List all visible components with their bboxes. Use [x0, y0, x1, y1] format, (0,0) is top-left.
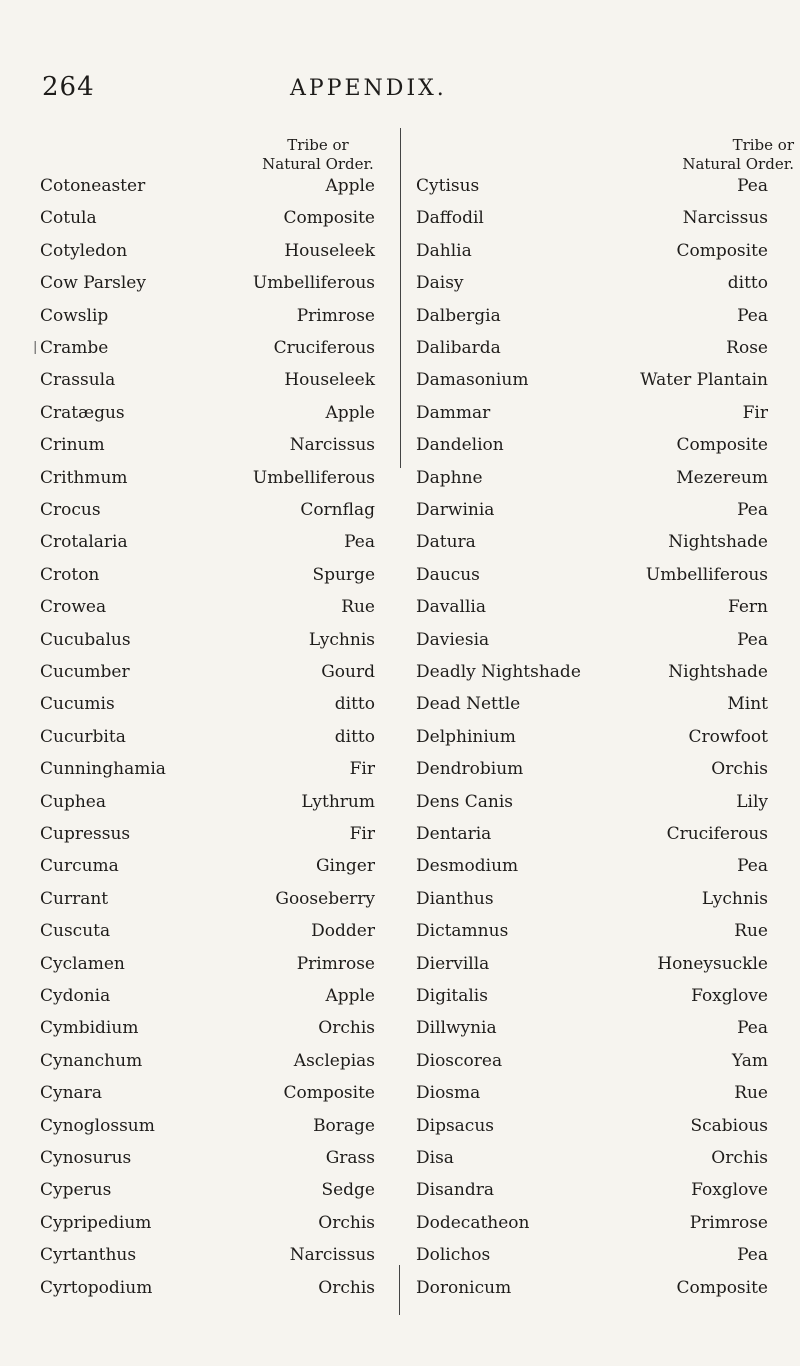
natural-order: Honeysuckle: [657, 953, 768, 974]
plant-name: Cynanchum: [40, 1050, 143, 1071]
natural-order: Gooseberry: [275, 888, 375, 909]
plant-name: Desmodium: [416, 856, 519, 877]
plant-name: Cucubalus: [40, 629, 131, 650]
natural-order: ditto: [334, 726, 375, 747]
natural-order: Cruciferous: [273, 338, 375, 358]
plant-name: Dillwynia: [416, 1018, 497, 1039]
natural-order: Rose: [726, 338, 768, 358]
plant-name: Cynoglossum: [40, 1115, 155, 1136]
plant-name: Cucumis: [40, 694, 115, 715]
plant-name: Cratægus: [40, 402, 125, 423]
plant-name: Disandra: [416, 1180, 495, 1201]
plant-name: Crocus: [40, 500, 101, 520]
plant-name: Cowslip: [40, 305, 109, 326]
plant-name: Cytisus: [416, 176, 480, 196]
natural-order: Grass: [325, 1148, 375, 1168]
natural-order: Lychnis: [308, 629, 375, 650]
natural-order: Gourd: [321, 662, 375, 682]
natural-order: Mint: [727, 694, 768, 715]
natural-order: Spurge: [312, 564, 375, 585]
natural-order: ditto: [334, 694, 375, 715]
plant-name: Crassula: [40, 370, 116, 391]
natural-order: Borage: [313, 1115, 375, 1136]
plant-name: Dendrobium: [416, 759, 524, 780]
plant-name: Cunninghamia: [40, 759, 166, 780]
natural-order: Foxglove: [691, 1180, 768, 1201]
plant-name: Cyperus: [40, 1180, 112, 1201]
plant-name: Doronicum: [416, 1277, 512, 1298]
natural-order: Lily: [736, 791, 768, 812]
plant-name: Dandelion: [416, 435, 504, 456]
natural-order: Pea: [737, 856, 768, 877]
natural-order: Fir: [742, 402, 768, 423]
table-row: [0, 948, 768, 980]
natural-order: Dodder: [311, 921, 375, 942]
plant-name: Crowea: [40, 597, 107, 618]
table-row: [0, 429, 768, 461]
plant-name: Cucumber: [40, 662, 130, 682]
natural-order: Pea: [737, 176, 768, 196]
natural-order: Umbelliferous: [645, 564, 768, 585]
natural-order: Narcissus: [289, 1245, 375, 1266]
natural-order: Umbelliferous: [252, 467, 375, 488]
natural-order: Composite: [676, 435, 768, 456]
natural-order: Fir: [349, 759, 375, 780]
natural-order: Composite: [676, 1277, 768, 1298]
table-row: [0, 559, 768, 591]
natural-order: Yam: [731, 1050, 768, 1071]
natural-order: Water Plantain: [640, 370, 768, 391]
natural-order: Sedge: [321, 1180, 375, 1201]
plant-name: Diervilla: [416, 953, 490, 974]
table-row: [0, 1142, 768, 1174]
plant-name: Crotalaria: [40, 532, 128, 553]
table-row: [0, 332, 768, 364]
plant-name: Digitalis: [416, 986, 488, 1006]
left-tribe-heading-line1: Tribe or: [287, 136, 349, 154]
natural-order: Composite: [283, 1083, 375, 1104]
plant-name: Deadly Nightshade: [416, 662, 581, 682]
plant-name: Cyclamen: [40, 953, 125, 974]
plant-name: Dolichos: [416, 1245, 491, 1266]
plant-name: Cyrtopodium: [40, 1277, 153, 1298]
table-row: [0, 1110, 768, 1142]
natural-order: Pea: [737, 629, 768, 650]
plant-name: Dipsacus: [416, 1115, 495, 1136]
natural-order: Umbelliferous: [252, 273, 375, 294]
natural-order: Pea: [737, 1245, 768, 1266]
natural-order: ditto: [727, 273, 768, 294]
plant-name: Cuscuta: [40, 921, 111, 942]
table-row: [0, 202, 768, 234]
natural-order: Fern: [727, 597, 768, 618]
plant-name: Dead Nettle: [416, 694, 521, 715]
natural-order: Houseleek: [284, 370, 375, 391]
running-head: APPENDIX.: [290, 76, 447, 101]
plant-name: Cypripedium: [40, 1212, 152, 1233]
table-row: [0, 526, 768, 558]
table-row: [0, 721, 768, 753]
natural-order: Asclepias: [293, 1050, 375, 1071]
plant-name: Diosma: [416, 1083, 481, 1104]
natural-order: Apple: [325, 402, 375, 423]
left-tribe-heading: [238, 136, 398, 174]
left-tribe-heading-line2: Natural Order.: [262, 155, 374, 173]
natural-order: Pea: [737, 1018, 768, 1039]
natural-order: Pea: [737, 305, 768, 326]
natural-order: Apple: [325, 176, 375, 196]
natural-order: Nightshade: [668, 532, 768, 553]
natural-order: Narcissus: [682, 208, 768, 229]
plant-name: Daffodil: [416, 208, 484, 229]
table-row: [0, 1012, 768, 1044]
plant-name: Dalibarda: [416, 338, 501, 358]
natural-order: Orchis: [318, 1018, 375, 1039]
right-tribe-heading-line1: Tribe or: [732, 136, 794, 154]
natural-order: Cornflag: [300, 500, 375, 520]
natural-order: Orchis: [711, 1148, 768, 1168]
table-row: [0, 915, 768, 947]
natural-order: Pea: [344, 532, 375, 553]
plant-name: Delphinium: [416, 726, 516, 747]
plant-name: Dens Canis: [416, 791, 514, 812]
natural-order: Narcissus: [289, 435, 375, 456]
table-row: [0, 1174, 768, 1206]
plant-name: Daucus: [416, 564, 480, 585]
plant-name: Davallia: [416, 597, 486, 618]
table-row: [0, 688, 768, 720]
plant-name: Cydonia: [40, 986, 111, 1006]
plant-name: Cynosurus: [40, 1148, 132, 1168]
plant-name: Curcuma: [40, 856, 119, 877]
plant-name: Cotyledon: [40, 240, 128, 261]
natural-order: Foxglove: [691, 986, 768, 1006]
plant-name: Dentaria: [416, 824, 492, 844]
table-row: [0, 462, 768, 494]
table-row: [0, 786, 768, 818]
natural-order: Rue: [734, 921, 768, 942]
plant-name: Daisy: [416, 273, 464, 294]
natural-order: Orchis: [318, 1212, 375, 1233]
margin-mark: |: [33, 340, 38, 355]
plant-name: Daphne: [416, 467, 483, 488]
table-row: [0, 850, 768, 882]
plant-name: Dictamnus: [416, 921, 509, 942]
table-row: [0, 170, 768, 202]
table-row: [0, 591, 768, 623]
table-row: [0, 1207, 768, 1239]
natural-order: Composite: [676, 240, 768, 261]
plant-name: Darwinia: [416, 500, 495, 520]
natural-order: Composite: [283, 208, 375, 229]
right-tribe-heading: [634, 136, 794, 174]
plant-name: Cyrtanthus: [40, 1245, 137, 1266]
table-row: [0, 494, 768, 526]
table-row: [0, 397, 768, 429]
natural-order: Rue: [734, 1083, 768, 1104]
plant-name: Cow Parsley: [40, 273, 146, 294]
natural-order: Houseleek: [284, 240, 375, 261]
natural-order: Rue: [341, 597, 375, 618]
table-row: [0, 753, 768, 785]
table-row: [0, 624, 768, 656]
plant-name: Cotula: [40, 208, 97, 229]
table-row: [0, 656, 768, 688]
natural-order: Scabious: [690, 1115, 768, 1136]
natural-order: Fir: [349, 824, 375, 844]
plant-name: Crithmum: [40, 467, 128, 488]
natural-order: Nightshade: [668, 662, 768, 682]
plant-name: Cupressus: [40, 824, 131, 844]
natural-order: Cruciferous: [666, 824, 768, 844]
table-row: [0, 1272, 768, 1304]
plant-name: Damasonium: [416, 370, 529, 391]
natural-order: Crowfoot: [688, 726, 768, 747]
plant-name: Currant: [40, 888, 109, 909]
plant-name: Dalbergia: [416, 305, 501, 326]
natural-order: Pea: [737, 500, 768, 520]
plant-name: Cucurbita: [40, 726, 126, 747]
plant-name: Cynara: [40, 1083, 102, 1104]
plant-name: Cuphea: [40, 791, 106, 812]
natural-order: Primrose: [689, 1212, 768, 1233]
plant-name: Cotoneaster: [40, 176, 146, 196]
natural-order: Primrose: [296, 953, 375, 974]
right-tribe-heading-line2: Natural Order.: [682, 155, 794, 173]
plant-name: Crinum: [40, 435, 105, 456]
plant-name: Dodecatheon: [416, 1212, 530, 1233]
table-row: [0, 300, 768, 332]
table-row: [0, 1239, 768, 1271]
plant-name: Crambe: [40, 338, 109, 358]
table-row: [0, 883, 768, 915]
plant-name: Dahlia: [416, 240, 472, 261]
table-row: [0, 267, 768, 299]
natural-order: Lythrum: [301, 791, 375, 812]
natural-order: Ginger: [315, 856, 375, 877]
plant-name: Disa: [416, 1148, 454, 1168]
plant-name: Dammar: [416, 402, 491, 423]
natural-order: Orchis: [711, 759, 768, 780]
table-row: [0, 1045, 768, 1077]
natural-order: Mezereum: [676, 467, 768, 488]
natural-order: Lychnis: [701, 888, 768, 909]
table-row: [0, 980, 768, 1012]
natural-order: Apple: [325, 986, 375, 1006]
plant-name: Dianthus: [416, 888, 494, 909]
plant-name: Datura: [416, 532, 476, 553]
plant-name: Dioscorea: [416, 1050, 503, 1071]
plant-name: Cymbidium: [40, 1018, 139, 1039]
table-row: [0, 818, 768, 850]
natural-order: Primrose: [296, 305, 375, 326]
table-row: [0, 235, 768, 267]
plant-name: Croton: [40, 564, 100, 585]
table-row: [0, 364, 768, 396]
plant-name: Daviesia: [416, 629, 490, 650]
table-row: [0, 1077, 768, 1109]
page-number: 264: [42, 72, 95, 102]
natural-order: Orchis: [318, 1277, 375, 1298]
